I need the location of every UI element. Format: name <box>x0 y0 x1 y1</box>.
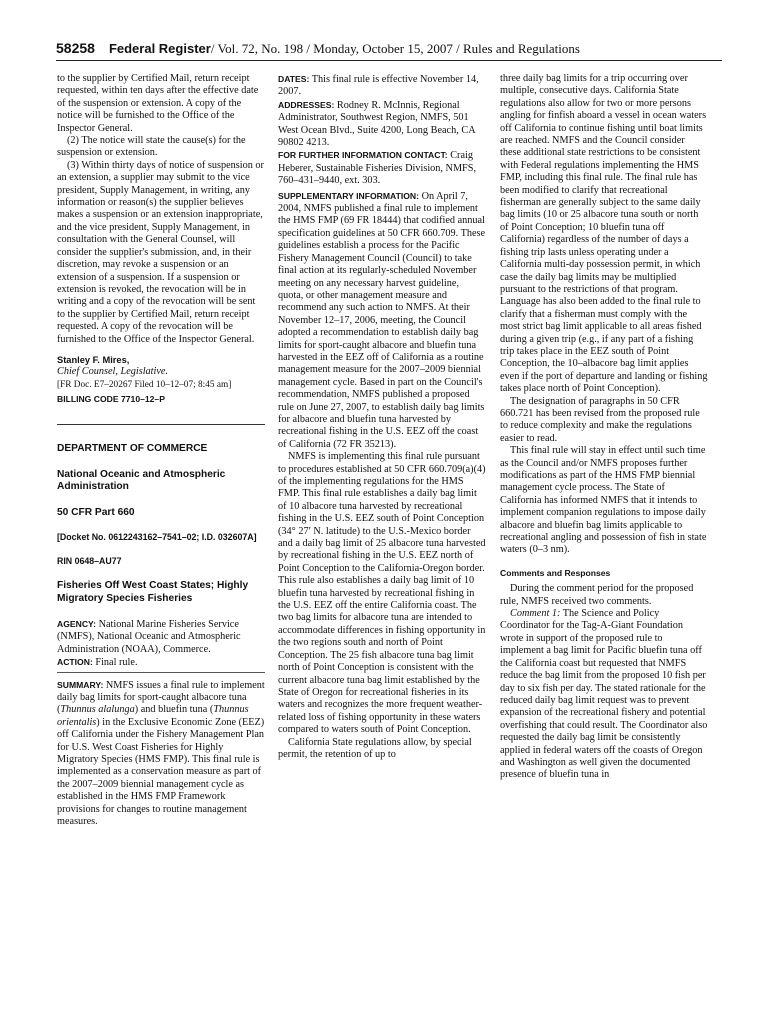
summary-block <box>57 679 265 829</box>
agency-heading: National Oceanic and Atmospheric Administration <box>57 468 226 493</box>
paragraph: to the supplier by Certified Mail, return receipt requested, within ten days after the effective date of the suspension or extension. A copy of the notice will be furnished to the Office of the Inspector General. <box>57 73 259 134</box>
addresses-text: Rodney R. McInnis, Regional Administrator, Southwest Region, NMFS, 501 West Ocean Blvd., Suite 4200, Long Beach, CA 90802 4213. <box>278 99 476 149</box>
summary-text: ) in the Exclusive Economic Zone (EEZ) off California under the Fishery Management Plan for U.S. West Coast Fisheries for Highly Migratory Species (HMS FMP). This final rule is implemented as a conservation measure as part of the 2007–2009 biennial management cycle as established in the HMS FMP Framework provisions for changes to routine management measures. <box>57 716 265 828</box>
supplementary-text: On April 7, 2004, NMFS published a final rule to implement the HMS FMP (69 FR 18444) that codified annual specification guidelines at 50 CFR 660.709. These guidelines establish a process for the Pacific Fishery Management Council (Council) to take final action at its regularly-scheduled November meeting on any necessary harvest guideline, quota, or other management measure and recommend any such action to NMFS. At their November 12–17, 2006, meeting, the Council adopted a recommendation to establish daily bag limits for sport-caught albacore and bluefin tuna harvested in the EEZ off of California as a routine management measure for the 2007–2009 biennial management cycle. Based in part on the Council's recommendation, NMFS published a proposed rule on June 27, 2007, to establish daily bag limits for albacore and bluefin tuna harvested by recreational fishing in the U.S. EEZ off the coast of California (72 FR 35213). <box>278 190 486 450</box>
species-name: Thunnus alalunga <box>60 704 135 716</box>
comment-paragraph <box>500 608 708 782</box>
supplementary-label: SUPPLEMENTARY INFORMATION: <box>278 190 419 201</box>
paragraph: NMFS is implementing this final rule pursuant to procedures established at 50 CFR 660.709(a)(4) of the implementing regulations for the HMS FMP. This final rule establishes a daily bag limit of 10 albacore tuna harvested by recreational fishing in the U.S. EEZ south of Point Conception (34° 27′ N. latitude) to the U.S.-Mexico border and a daily bag limit of 25 albacore tuna harvested by recreational fishing in the U.S. EEZ north of Point Conception to the California-Oregon border. This rule also establishes a daily bag limit of 10 bluefin tuna harvested by recreational fishing in the U.S. EEZ off the entire California coast. The two bag limits for albacore tuna are intended to accommodate differences in fishing opportunity in the two regions south and north of Point Conception. The 25 fish albacore tuna bag limit north of Point Conception is consistent with the current albacore tuna bag limit established by the State of Oregon for recreational fisheries in its waters and recognizes the more frequent weather-related loss of fishing opportunity in these waters compared to waters south of Point Conception. <box>278 451 486 736</box>
summary-text: ) and bluefin tuna ( <box>134 704 214 716</box>
contact-block <box>278 149 486 187</box>
column-3 <box>500 73 708 782</box>
rule-title: Fisheries Off West Coast States; Highly Migratory Species Fisheries <box>57 580 249 604</box>
comment-label: Comment 1: <box>510 608 561 620</box>
action-label: ACTION: <box>57 657 93 668</box>
divider <box>57 424 265 425</box>
page-number: 58258 <box>56 40 95 56</box>
paragraph: During the comment period for the proposed rule, NMFS received two comments. <box>500 583 694 607</box>
addresses-label: ADDRESSES: <box>278 99 335 110</box>
summary-text: NMFS issues a final rule to implement daily bag limits for sport-caught albacore tuna ( <box>57 679 265 716</box>
action-text: Final rule. <box>95 657 138 669</box>
column-1 <box>57 73 265 829</box>
addresses-block <box>278 99 486 150</box>
paragraph: This final rule will stay in effect until such time as the Council and/or NMFS proposes further modifications as part of the HMS FMP biennial management cycle process. The State of California has informed NMFS that it intends to implement companion regulations to impose daily albacore and bluefin bag limits applicable to recreational angling and possession of fish in state waters (0–3 nm). <box>500 445 707 556</box>
dates-label: DATES: <box>278 74 310 84</box>
docket-heading: [Docket No. 0612243162–7541–02; I.D. 032607A] <box>57 532 257 543</box>
cfr-heading: 50 CFR Part 660 <box>57 506 135 518</box>
paragraph: (2) The notice will state the cause(s) for the suspension or extension. <box>57 135 246 159</box>
dates-text: This final rule is effective November 14, 2007. <box>278 74 479 98</box>
supplementary-block <box>278 190 486 452</box>
comments-heading: Comments and Responses <box>500 567 611 578</box>
species-name: Thunnus orientalis <box>57 704 249 728</box>
paragraph: three daily bag limits for a trip occurring over multiple, consecutive days. California State regulations also allow for two or more persons angling for finfish aboard a vessel in ocean waters off California to continue fishing until boat limits are reached. NMFS and the Council consider these additional state restrictions to be consistent with Federal regulations implementing the HMS FMP, including this final rule. The final rule has been modified to clarify that recreational fisherman are generally subject to the same daily bag limits (10 or 25 albacore tuna south or north of Point Conception; 10 bluefin tuna off California) regardless of the number of days a fishing trip lasts unless operating under a California multi-day possession permit, in which case the daily bag limits may be multiplied pursuant to the restrictions of that program. Language has also been added to the final rule to clarify that a fisherman must comply with the most strict bag limit applicable to all areas fished during a given trip (e.g., if any part of a fishing trip takes place in the EEZ south of Point Conception, the 10–albacore bag limit applies even if the port of departure and landing or fishing takes place north of Point Conception). <box>500 73 708 395</box>
department-heading: DEPARTMENT OF COMMERCE <box>57 442 208 454</box>
contact-text: Craig Heberer, Sustainable Fisheries Division, NMFS, 760–431–9440, ext. 303. <box>278 150 477 187</box>
action-block <box>57 656 265 669</box>
signer-name: Stanley F. Mires, <box>57 354 130 365</box>
billing-code: BILLING CODE 7710–12–P <box>57 394 165 405</box>
agency-block <box>57 618 265 656</box>
contact-label: FOR FURTHER INFORMATION CONTACT: <box>278 150 448 161</box>
rin-heading: RIN 0648–AU77 <box>57 556 122 567</box>
paragraph: The designation of paragraphs in 50 CFR 660.721 has been revised from the proposed rule to reduce complexity and make the regulations easier to read. <box>500 395 700 444</box>
paragraph: (3) Within thirty days of notice of suspension or an extension, a supplier may submit to the vice president, Supply Management, in writing, any information or reason(s) the supplier believes makes a suspension or an extension inappropriate, and the vice president, Supply Management, in consultation with the General Counsel, will consider the supplier's submission, and, in their discretion, may revoke a suspension or an extension of a suspension. If a suspension or extension is revoked, the revocation will be in writing and a copy of the revocation will be sent to the supplier by Certified Mail, return receipt requested. A copy of the revocation will be furnished to the Office of the Inspector General. <box>57 159 264 345</box>
paragraph: California State regulations allow, by special permit, the retention of up to <box>278 736 472 760</box>
column-2 <box>278 73 486 761</box>
signer-title: Chief Counsel, Legislative. <box>57 366 169 378</box>
page-header <box>56 40 722 61</box>
summary-label: SUMMARY: <box>57 679 104 690</box>
header-citation: / Vol. 72, No. 198 / Monday, October 15, 2007 / Rules and Regulations <box>210 41 580 56</box>
dates-block <box>278 73 486 99</box>
agency-text: National Marine Fisheries Service (NMFS), National Oceanic and Atmospheric Administration (NOAA), Commerce. <box>57 619 241 655</box>
fr-doc-line: [FR Doc. E7–20267 Filed 10–12–07; 8:45 am] <box>57 379 232 390</box>
publication-name: Federal Register <box>108 41 211 56</box>
comment-text: The Science and Policy Coordinator for the Tag-A-Giant Foundation wrote in support of the proposed rule to implement a bag limit for Pacific bluefin tuna off the California coast but requested that NMFS reduce the bag limit from the proposed 10 fish per day to six fish per day. The stated rationale for the reduced daily bag limit request was to prevent expansion of the recreational fishery and potential overfishing that could result. The Coordinator also requested the daily bag limit be consistently applied in federal waters off the coasts of Oregon and Washington as well given the documented presence of bluefin tuna in <box>500 608 708 781</box>
divider <box>57 672 265 673</box>
agency-label: AGENCY: <box>57 619 96 629</box>
